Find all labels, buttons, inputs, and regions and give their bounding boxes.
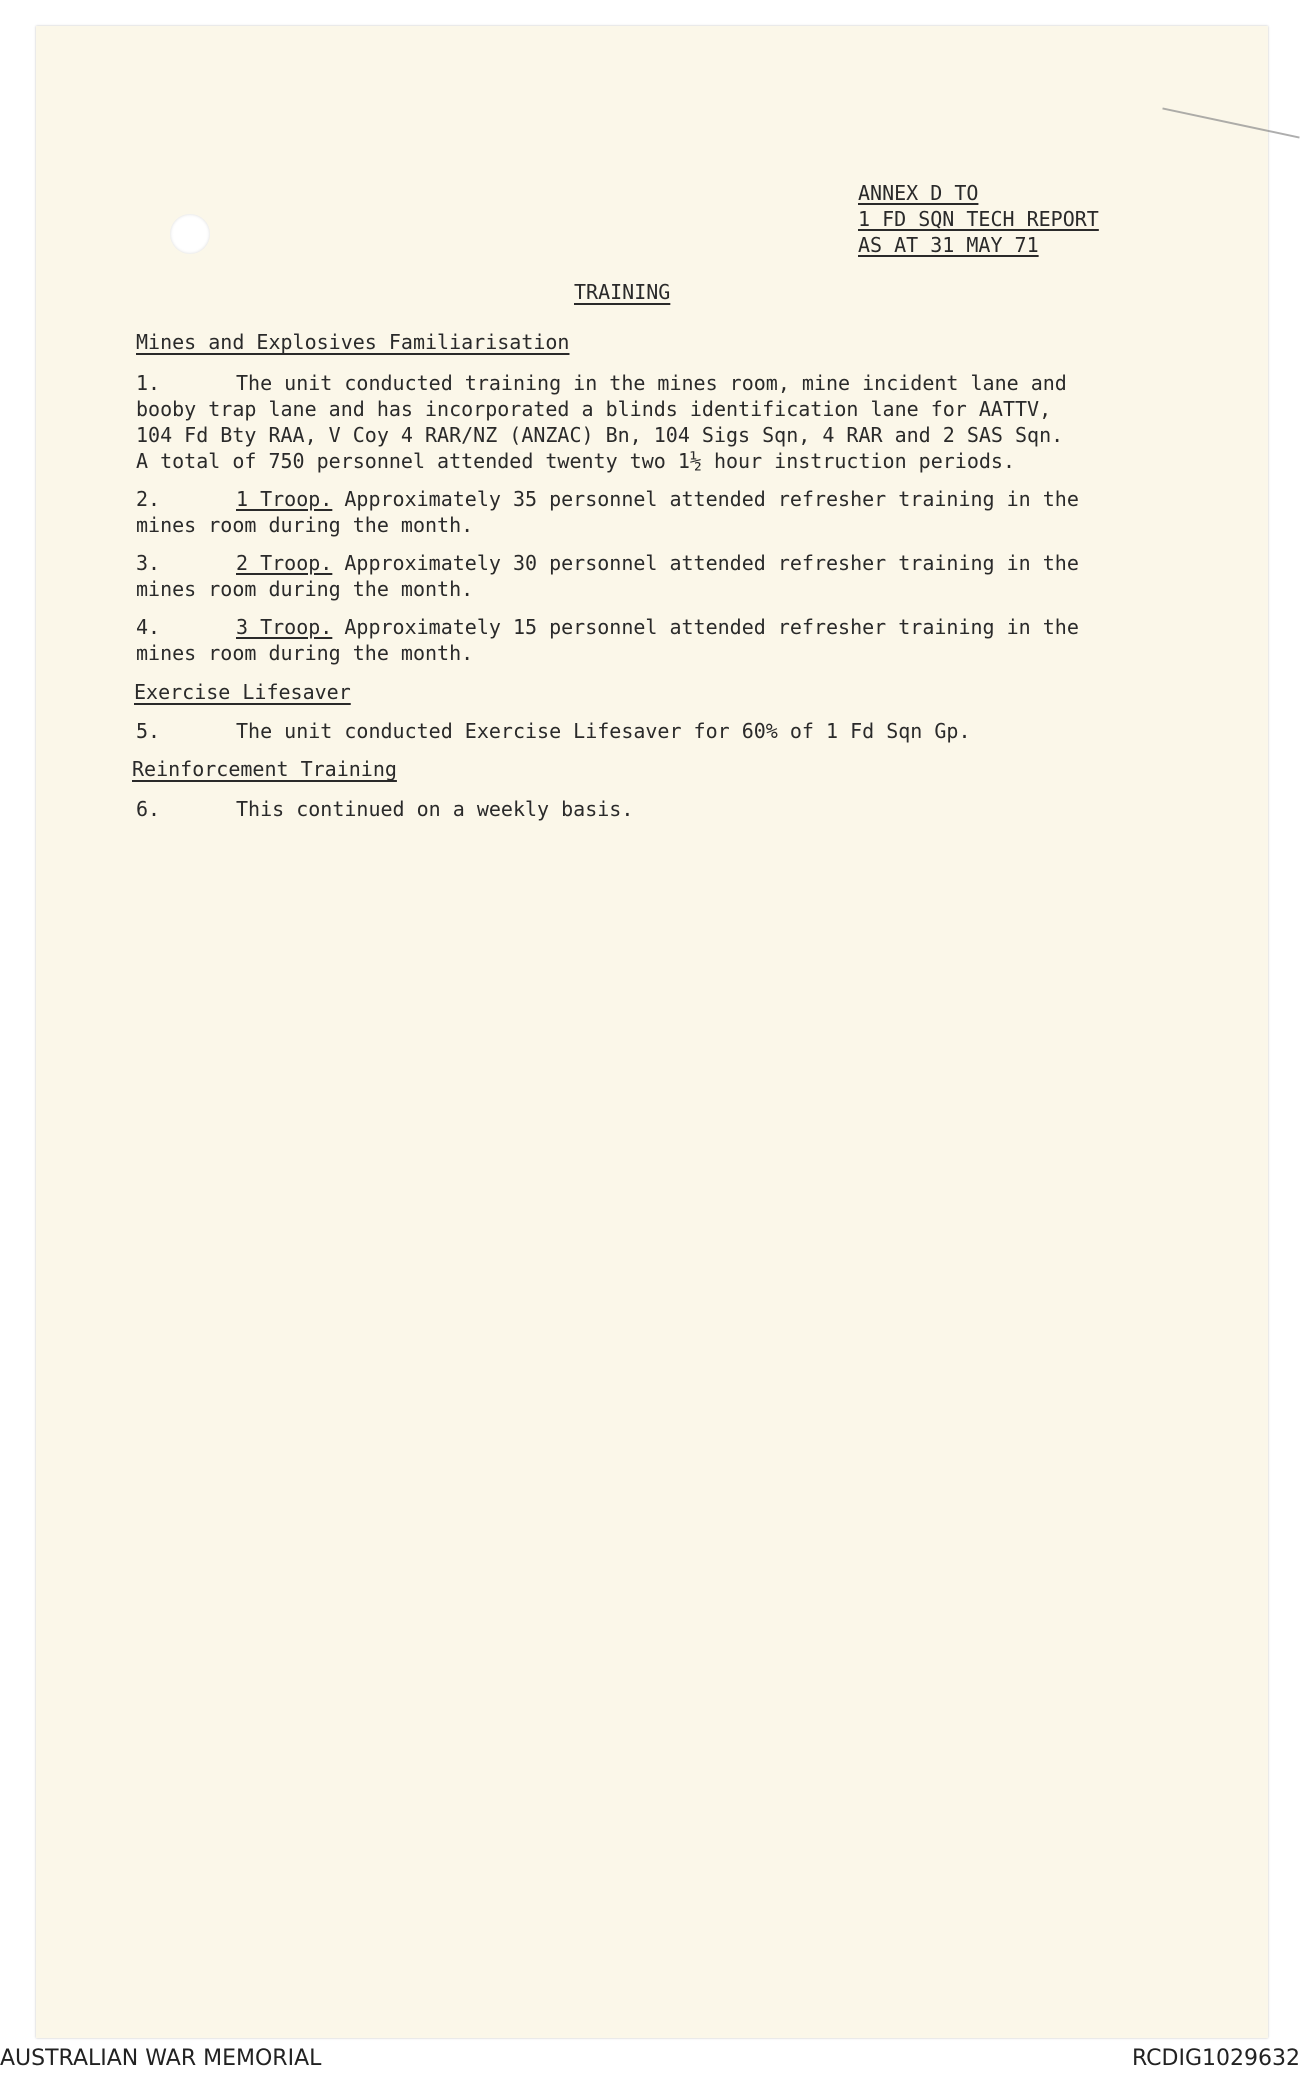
section-heading-exercise: Exercise Lifesaver [134,680,351,704]
document-title: TRAINING [574,280,671,304]
paragraph-text: booby trap lane and has incorporated a blinds identification lane for AATTV, [136,397,1052,421]
paragraph-number: 6. [136,797,161,821]
paragraph-text: mines room during the month. [136,641,474,665]
paragraph-1 [136,370,1186,474]
paragraph-number: 1. [136,371,161,395]
paragraph-number: 3. [136,551,161,575]
annex-line-2: 1 FD SQN TECH REPORT [858,207,1099,231]
troop-label: 2 Troop. [236,551,333,575]
paragraph-text: Approximately 30 personnel attended refresher training in the [332,551,1079,575]
paragraph-5 [136,718,1186,744]
document-page [36,26,1268,2038]
footer-record-id: RCDIG1029632 [1131,2046,1300,2071]
punch-hole [170,214,210,254]
troop-label: 3 Troop. [236,615,333,639]
paragraph-text: This continued on a weekly basis. [236,797,634,821]
troop-label: 1 Troop. [236,487,333,511]
paragraph-text: Approximately 15 personnel attended refresher training in the [332,615,1079,639]
paragraph-3 [136,550,1186,602]
annex-line-1: ANNEX D TO [858,181,979,205]
paragraph-text: mines room during the month. [136,577,474,601]
paragraph-4 [136,614,1186,666]
paragraph-text: 104 Fd Bty RAA, V Coy 4 RAR/NZ (ANZAC) Bn, 104 Sigs Sqn, 4 RAR and 2 SAS Sqn. [136,423,1064,447]
paragraph-number: 4. [136,615,161,639]
paragraph-text: The unit conducted training in the mines room, mine incident lane and [236,371,1067,395]
footer-archive-name: AUSTRALIAN WAR MEMORIAL [0,2046,322,2071]
section-heading-reinforcement: Reinforcement Training [132,757,397,781]
paragraph-number: 2. [136,487,161,511]
pen-mark [1162,107,1299,138]
paragraph-text: The unit conducted Exercise Lifesaver for 60% of 1 Fd Sqn Gp. [236,719,971,743]
annex-line-3: AS AT 31 MAY 71 [858,233,1039,257]
paragraph-text: Approximately 35 personnel attended refresher training in the [332,487,1079,511]
paragraph-2 [136,486,1186,538]
paragraph-text: mines room during the month. [136,513,474,537]
annex-reference [858,180,1099,258]
paragraph-number: 5. [136,719,161,743]
section-heading-mines: Mines and Explosives Familiarisation [136,330,570,354]
paragraph-6 [136,796,1186,822]
paragraph-text: A total of 750 personnel attended twenty two 1½ hour instruction periods. [136,449,1015,473]
